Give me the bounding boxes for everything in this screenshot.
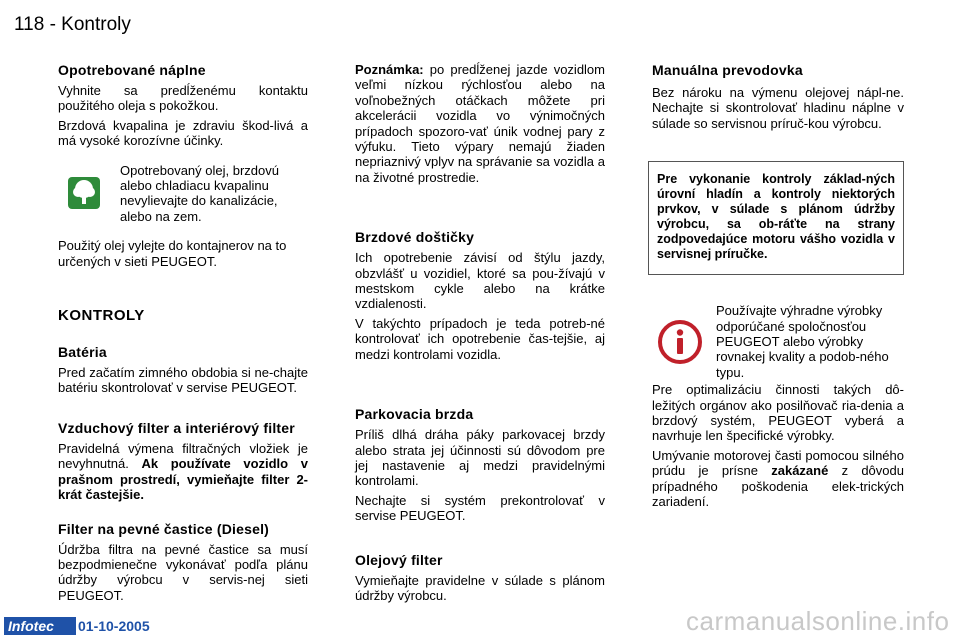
watermark: carmanualsonline.info (686, 606, 950, 636)
heading-used-fluids: Opotrebované náplne (58, 62, 206, 78)
used-fluids-p1: Vyhnite sa predĺženému kontaktu použitého oleja s pokožkou. (58, 83, 308, 114)
air-filter-p1: Pravidelná výmena filtračných vložiek je nevyhnutná. Ak používate vozidlo v prašnom prostredí, vymieňajte filter 2-krát častejšie. (58, 440, 308, 503)
heading-battery: Batéria (58, 344, 107, 361)
info-icon (652, 319, 708, 365)
heading-oil-filter: Olejový filter (355, 551, 443, 568)
maintenance-info-box: Pre vykonanie kontroly základ-ných úrovní hladín a kontroly niektorých prvkov, v súlade s plánom údržby výrobcu, sa ob-ráťte na strany zodpovedajúce motoru vášho vozidla v servisnej príručke. (648, 161, 904, 275)
air-filter-warning: Ak používate vozidlo v prašnom prostredí, vymieňajte filter 2-krát častejšie. (58, 456, 308, 503)
battery-p1: Pred začatím zimného obdobia si ne-chajte batériu skontrolovať v servise PEUGEOT. (58, 365, 308, 396)
heading-manual-gearbox: Manuálna prevodovka (652, 62, 803, 78)
products-note-text: Používajte výhradne výrobky odporúčané spoločnosťou PEUGEOT alebo výrobky rovnakej kvality a podob-ného typu. (716, 303, 889, 380)
column-2 (355, 62, 605, 607)
section-title-kontroly: KONTROLY (58, 307, 145, 325)
heading-brake-pads: Brzdové doštičky (355, 229, 475, 246)
particle-filter-p1: Údržba filtra na pevné častice sa musí bezpodmienečne vykonávať podľa plánu údržby výrobcu v servis-nej sieti PEUGEOT. (58, 541, 308, 603)
oil-filter-p1: Vymieňajte pravidelne v súlade s plánom údržby výrobcu. (355, 572, 605, 603)
products-note (652, 303, 904, 380)
heading-particle-filter: Filter na pevné častice (Diesel) (58, 520, 270, 537)
parking-brake-p1: Príliš dlhá dráha páky parkovacej brzdy alebo strata jej účinnosti sú dôvodom pre jej nastavenie aj medzi pravidelnými kontrolami. (355, 427, 605, 489)
column-1 (58, 62, 308, 607)
note-paragraph: Poznámka: po predĺženej jazde vozidlom veľmi nízkou rýchlosťou alebo na voľnobežných otáčkach môžete pri akcelerácii vozidla vo výnimočných prípadoch spozoro-vať únik vodnej pary z výfuku. Tieto výpary nemajú žiaden nepriaznivý vplyv na správanie sa vozidla a na životné prostredie. (355, 62, 605, 185)
note-label: Poznámka: (355, 62, 424, 77)
used-fluids-p2: Brzdová kvapalina je zdraviu škod-livá a má vysoké korozívne účinky. (58, 117, 308, 149)
brake-pads-p2: V takýchto prípadoch je teda potreb-né kontrolovať ich opotrebenie čas-tejšie, aj medzi kontrolami vozidla. (355, 315, 605, 362)
products-p1: Pre optimalizáciu činnosti takých dô-ležitých orgánov ako posilňovač ria-denia a brzdový systém, PEUGEOT vyberá a navrhuje len špecifické výrobky. (652, 382, 904, 444)
page-title: 118 - Kontroly (14, 14, 131, 35)
infotec-logo: Infotec (4, 617, 76, 635)
environment-note (58, 163, 308, 225)
environment-note-text: Opotrebovaný olej, brzdovú alebo chladiacu kvapalinu nevylievajte do kanalizácie, alebo na zem. (120, 162, 279, 224)
used-fluids-p3: Použitý olej vylejte do kontajnerov na to určených v sieti PEUGEOT. (58, 238, 287, 269)
prohibited-label: zakázané (771, 463, 829, 479)
products-p2: Umývanie motorovej časti pomocou silného prúdu je prísne zakázané z dôvodu prípadného poškodenia elek-trických zariadení. (652, 447, 904, 510)
manual-gearbox-p1: Bez nároku na výmenu olejovej nápl-ne. Nechajte si skontrolovať hladinu náplne v súlade so servisnou príruč-kou výrobcu. (652, 85, 904, 131)
brake-pads-p1: Ich opotrebenie závisí od štýlu jazdy, obzvlášť u vozidiel, ktoré sa pou-žívajú v mestskom cykle alebo na krátke vzdialenosti. (355, 250, 605, 312)
column-3 (652, 62, 904, 514)
parking-brake-p2: Nechajte si systém prekontrolovať v servise PEUGEOT. (355, 492, 605, 524)
heading-parking-brake: Parkovacia brzda (355, 406, 474, 423)
footer-date: 01-10-2005 (78, 618, 150, 634)
heading-air-filter: Vzduchový filter a interiérový filter (58, 419, 295, 436)
tree-icon (58, 176, 110, 210)
